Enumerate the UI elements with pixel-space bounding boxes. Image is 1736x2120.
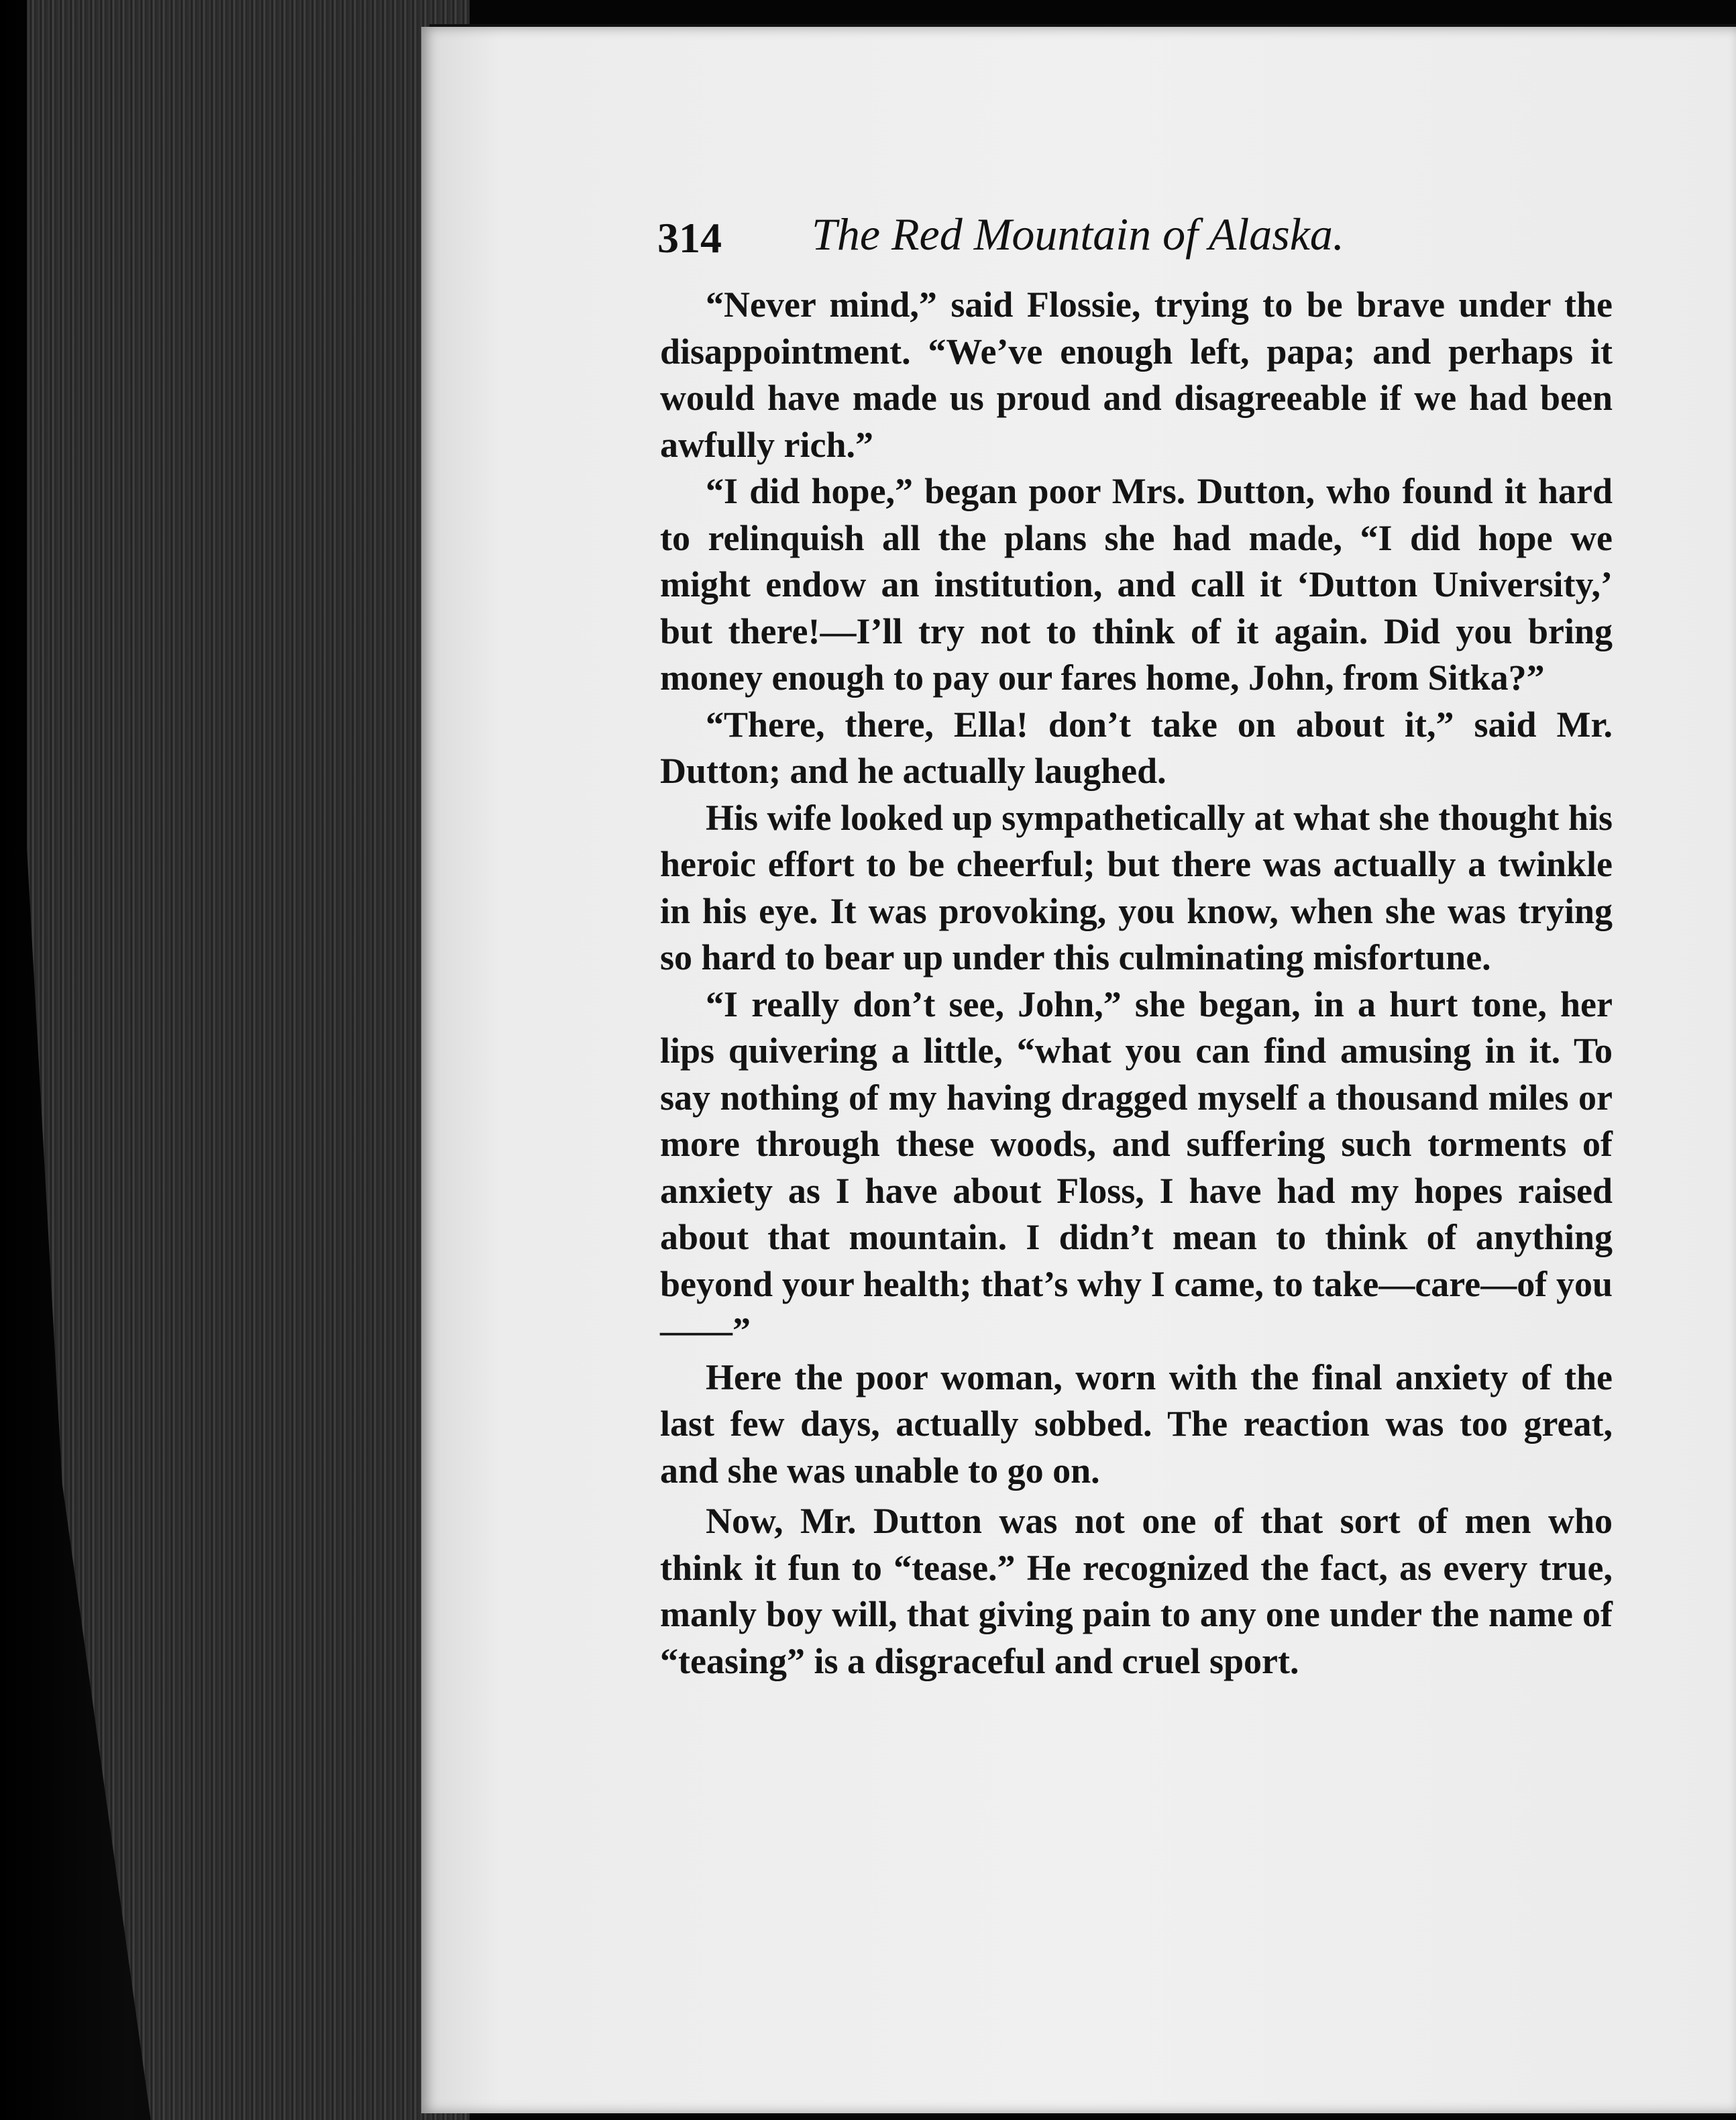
paragraph: “There, there, Ella! don’t take on about it,” said Mr. Dutton; and he actually laughed. bbox=[660, 704, 1613, 791]
running-head bbox=[657, 201, 1462, 275]
paragraph: “I really don’t see, John,” she began, in a hurt tone, her lips quivering a little, “what you can find amusing in it. To say nothing of my having dragged myself a thousand miles or more through these woods, and suffering such torments of anxiety as I have about Floss, I have had my hopes raised about that mountain. I didn’t mean to think of anything beyond your health; that’s why I came, to take—care—of you——” bbox=[660, 984, 1613, 1350]
page-number: 314 bbox=[657, 214, 722, 262]
paragraph: Now, Mr. Dutton was not one of that sort of men who think it fun to “tease.” He recognized the fact, as every true, manly boy will, that giving pain to any one under the name of “teasing” is a disgraceful and cruel sport. bbox=[660, 1501, 1613, 1681]
paragraph: “I did hope,” began poor Mrs. Dutton, who found it hard to relinquish all the plans she had made, “I did hope we might endow an institution, and call it ‘Dutton University,’ but there!—I’ll try not to think of it again. Did you bring money enough to pay our fares home, John, from Sitka?” bbox=[660, 471, 1613, 698]
paragraph: “Never mind,” said Flossie, trying to be brave under the disappointment. “We’ve enough left, papa; and perhaps it would have made us proud and disagreeable if we had been awfully rich.” bbox=[660, 284, 1613, 465]
paragraph: His wife looked up sympathetically at what she thought his heroic effort to be cheerful; but there was actually a twinkle in his eye. It was provoking, you know, when she was trying so hard to bear up under this culminating misfortune. bbox=[660, 797, 1613, 977]
running-title: The Red Mountain of Alaska. bbox=[812, 209, 1344, 260]
paragraph: Here the poor woman, worn with the final anxiety of the last few days, actually sobbed. The reaction was too great, and she was unable to go on. bbox=[660, 1357, 1613, 1491]
body-text bbox=[660, 282, 1613, 1892]
